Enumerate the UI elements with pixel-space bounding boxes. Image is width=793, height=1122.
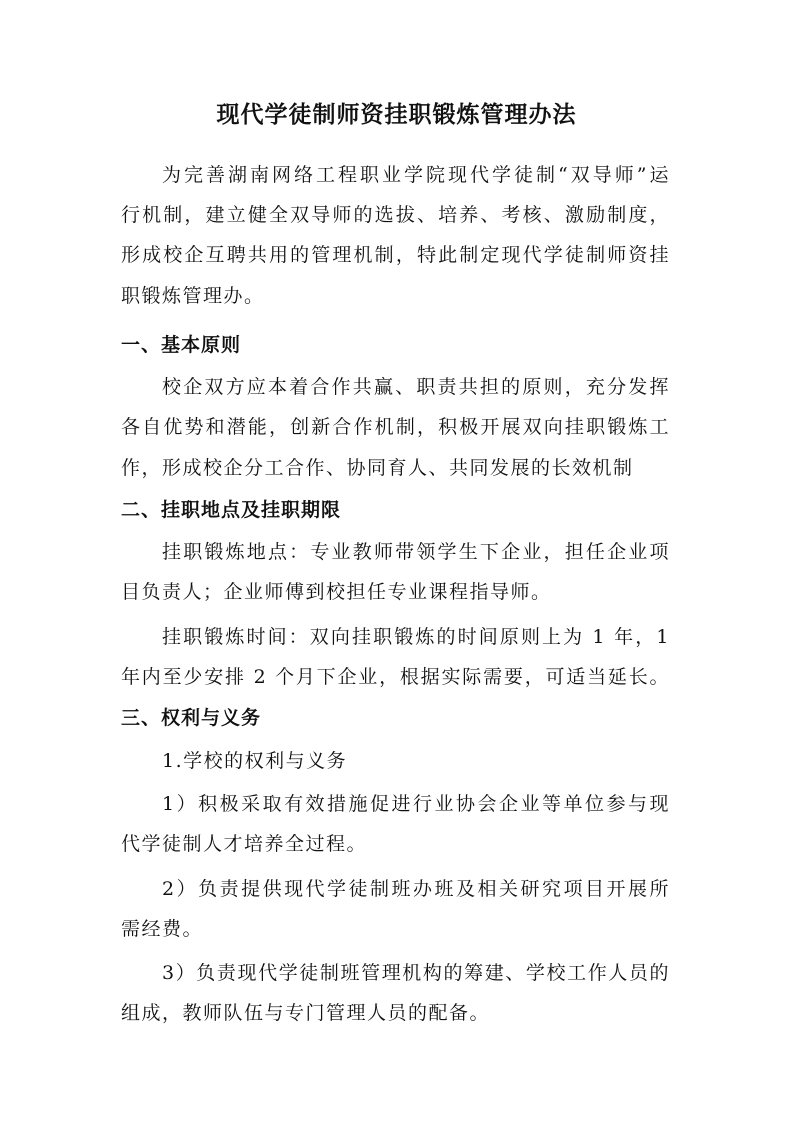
section-1-line-1: 校企双方应本着合作共赢、职责共担的原则，充分发挥 [162, 376, 670, 398]
document-title: 现代学徒制师资挂职锻炼管理办法 [216, 102, 577, 128]
section-3-item-2-line-2: 需经费。 [121, 918, 204, 940]
section-2-time-line-2: 年内至少安排 2 个月下企业，根据实际需要，可适当延长。 [121, 666, 670, 688]
intro-line-2: 行机制，建立健全双导师的选拔、培养、考核、激励制度， [121, 204, 670, 226]
section-2-heading: 二、挂职地点及挂职期限 [121, 499, 342, 521]
section-3-item-3-line-1: 3）负责现代学徒制班管理机构的筹建、学校工作人员的 [162, 962, 670, 984]
section-3-item-1-line-2: 代学徒制人才培养全过程。 [121, 833, 368, 855]
section-2-time-line-1: 挂职锻炼时间：双向挂职锻炼的时间原则上为 1 年，1 [162, 626, 670, 648]
section-3-heading: 三、权利与义务 [121, 707, 262, 729]
section-1-line-2: 各自优势和潜能，创新合作机制，积极开展双向挂职锻炼工 [121, 416, 670, 438]
section-3-item-1-line-1: 1）积极采取有效措施促进行业协会企业等单位参与现 [162, 793, 670, 815]
section-2-place-line-2: 目负责人；企业师傅到校担任专业课程指导师。 [121, 581, 552, 603]
section-3-item-2-line-1: 2）负责提供现代学徒制班办班及相关研究项目开展所 [162, 878, 670, 900]
intro-line-1: 为完善湖南网络工程职业学院现代学徒制“双导师”运 [162, 164, 670, 186]
intro-line-4: 职锻炼管理办。 [121, 285, 265, 307]
section-3-subheading-1: 1.学校的权利与义务 [162, 750, 348, 772]
section-1-heading: 一、基本原则 [121, 334, 242, 356]
section-2-place-line-1: 挂职锻炼地点：专业教师带领学生下企业，担任企业项 [162, 541, 670, 563]
intro-line-3: 形成校企互聘共用的管理机制，特此制定现代学徒制师资挂 [121, 244, 670, 266]
section-3-item-3-line-2: 组成，教师队伍与专门管理人员的配备。 [121, 1002, 491, 1024]
section-1-line-3: 作，形成校企分工合作、协同育人、共同发展的长效机制 [121, 457, 634, 479]
